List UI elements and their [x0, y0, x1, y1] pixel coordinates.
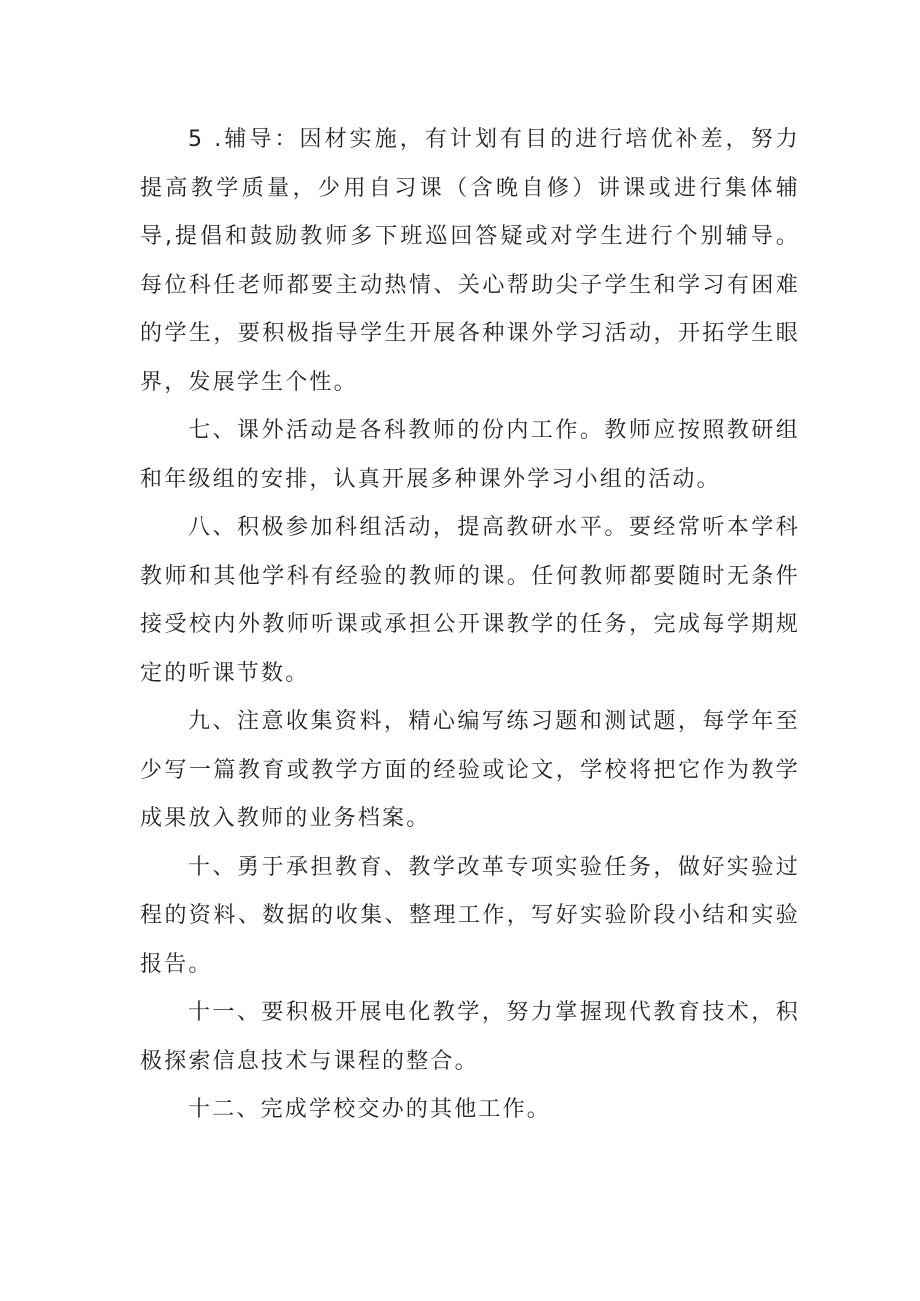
document-body: [140, 116, 800, 1135]
paragraph-research-group: 八、积极参加科组活动，提高教研水平。要经常听本学科教师和其他学科有经验的教师的课。任何教师都要随时无条件接受校内外教师听课或承担公开课教学的任务，完成每学期规定的听课节数。: [140, 515, 800, 686]
paragraph-extracurricular: 七、课外活动是各科教师的份内工作。教师应按照教研组和年级组的安排，认真开展多种课外学习小组的活动。: [140, 418, 800, 492]
paragraph-tutoring: 5 .辅导：因材实施，有计划有目的进行培优补差，努力提高教学质量，少用自习课（含晚自修）讲课或进行集体辅导,提倡和鼓励教师多下班巡回答疑或对学生进行个别辅导。每位科任老师都要主动热情、关心帮助尖子学生和学习有困难的学生，要积极指导学生开展各种课外学习活动，开拓学生眼界，发展学生个性。: [140, 127, 800, 395]
paragraph-reform-experiments: 十、勇于承担教育、教学改革专项实验任务，做好实验过程的资料、数据的收集、整理工作，写好实验阶段小结和实验报告。: [140, 854, 800, 977]
paragraph-materials: 九、注意收集资料，精心编写练习题和测试题，每学年至少写一篇教育或教学方面的经验或论文，学校将把它作为教学成果放入教师的业务档案。: [140, 709, 800, 831]
paragraph-e-teaching: 十一、要积极开展电化教学，努力掌握现代教育技术，积极探索信息技术与课程的整合。: [140, 1000, 800, 1074]
paragraph-other-work: 十二、完成学校交办的其他工作。: [188, 1097, 552, 1122]
